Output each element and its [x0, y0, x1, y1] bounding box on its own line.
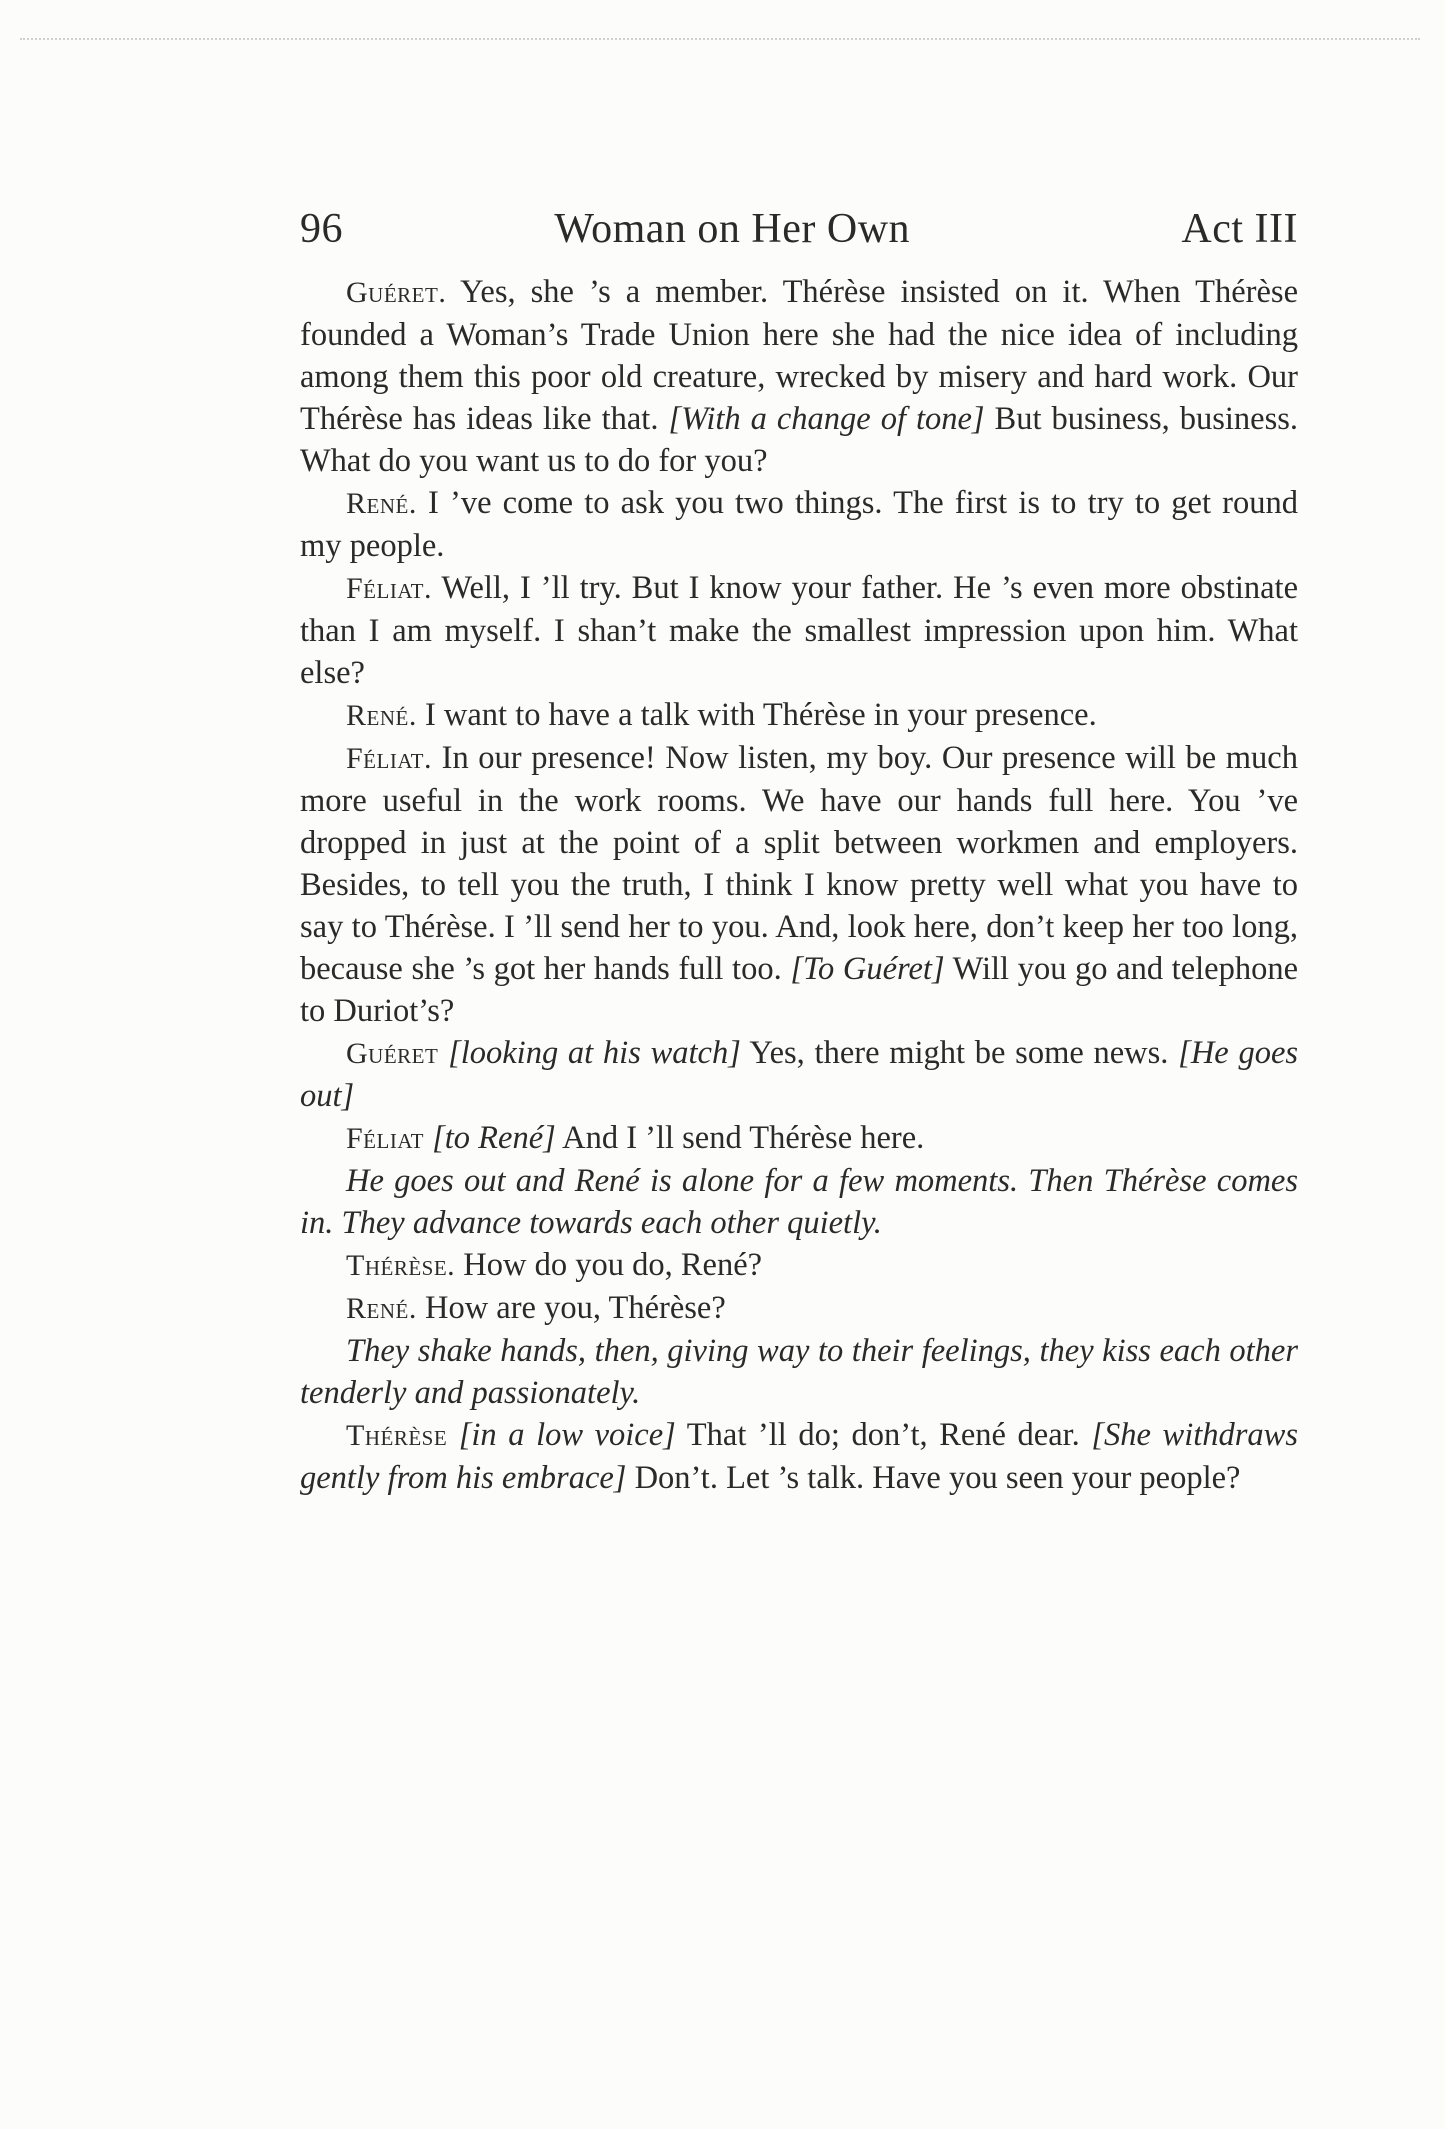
- running-title: Woman on Her Own: [554, 206, 911, 252]
- stage-direction: [in a low voice]: [458, 1417, 676, 1453]
- speech-text: That ’ll do; don’t, René dear.: [675, 1417, 1092, 1453]
- speech-text: [424, 1120, 432, 1156]
- speaker-name: Féliat.: [346, 572, 432, 605]
- dialogue-paragraph: [300, 737, 1298, 1032]
- play-text: [300, 271, 1298, 1499]
- speech-text: But business, business. What do you want us to do for you?: [300, 401, 1298, 479]
- stage-direction: [looking at his watch]: [448, 1035, 741, 1071]
- running-head: [300, 205, 1298, 253]
- speech-text: Will you go and telephone to Duriot’s?: [300, 951, 1299, 1029]
- stage-direction: [With a change of tone]: [668, 401, 985, 437]
- speaker-name: Féliat: [346, 1122, 424, 1155]
- speaker-name: Thérèse: [346, 1419, 448, 1452]
- speaker-name: René.: [346, 487, 417, 520]
- book-page: [300, 205, 1298, 1499]
- speech-text: How do you do, René?: [455, 1247, 763, 1283]
- speech-text: Don’t. Let ’s talk. Have you seen your people?: [626, 1460, 1241, 1496]
- stage-direction: [She withdraws gently from his embrace]: [300, 1417, 1298, 1496]
- dialogue-paragraph: [300, 1032, 1298, 1117]
- scan-edge-noise: [20, 38, 1420, 43]
- dialogue-paragraph: [300, 1244, 1298, 1287]
- stage-direction: [To Guéret]: [790, 951, 945, 987]
- speaker-name: Guéret.: [346, 276, 447, 309]
- speech-text: Well, I ’ll try. But I know your father. He ’s even more obstinate than I am myself. I shan’t make the smallest impression upon him. What else?: [300, 570, 1298, 691]
- dialogue-paragraph: [300, 271, 1298, 482]
- dialogue-paragraph: [300, 1287, 1298, 1330]
- dialogue-paragraph: [300, 1414, 1298, 1499]
- speech-text: In our presence! Now listen, my boy. Our presence will be much more useful in the work rooms. We have our hands full here. You ’ve dropped in just at the point of a split between workmen and employers. Besides, to tell you the truth, I think I know pretty well what you have to say to Thérèse. I ’ll send her to you. And, look here, don’t keep her too long, because she ’s got her hands full too.: [300, 740, 1298, 987]
- dialogue-paragraph: [300, 1117, 1298, 1160]
- dialogue-paragraph: [300, 567, 1298, 694]
- speaker-name: Thérèse.: [346, 1249, 456, 1282]
- speech-text: How are you, Thérèse?: [416, 1290, 726, 1326]
- speech-text: I want to have a talk with Thérèse in your presence.: [416, 697, 1097, 733]
- stage-direction: [to René]: [432, 1120, 556, 1156]
- speaker-name: Féliat.: [346, 742, 432, 775]
- stage-direction: They shake hands, then, giving way to their feelings, they kiss each other tenderly and passionately.: [300, 1333, 1298, 1411]
- speech-text: [447, 1417, 459, 1453]
- stage-direction-paragraph: [300, 1160, 1298, 1244]
- speech-text: Yes, she ’s a member. Thérèse insisted on it. When Thérèse founded a Woman’s Trade Union here she had the nice idea of including among them this poor old creature, wrecked by misery and hard work. Our Thérèse has ideas like that.: [300, 274, 1298, 437]
- stage-direction-paragraph: [300, 1330, 1298, 1414]
- dialogue-paragraph: [300, 482, 1298, 567]
- speech-text: [438, 1035, 448, 1071]
- page-number: 96: [300, 206, 343, 252]
- stage-direction: [He goes out]: [300, 1035, 1299, 1114]
- speech-text: And I ’ll send Thérèse here.: [555, 1120, 925, 1156]
- speaker-name: René.: [346, 1292, 417, 1325]
- act-label: Act III: [1181, 206, 1298, 252]
- stage-direction: He goes out and René is alone for a few moments. Then Thérèse comes in. They advance towards each other quietly.: [300, 1163, 1298, 1241]
- speaker-name: René.: [346, 699, 417, 732]
- speaker-name: Guéret: [346, 1037, 439, 1070]
- speech-text: Yes, there might be some news.: [740, 1035, 1179, 1071]
- speech-text: I ’ve come to ask you two things. The first is to try to get round my people.: [300, 485, 1298, 564]
- dialogue-paragraph: [300, 694, 1298, 737]
